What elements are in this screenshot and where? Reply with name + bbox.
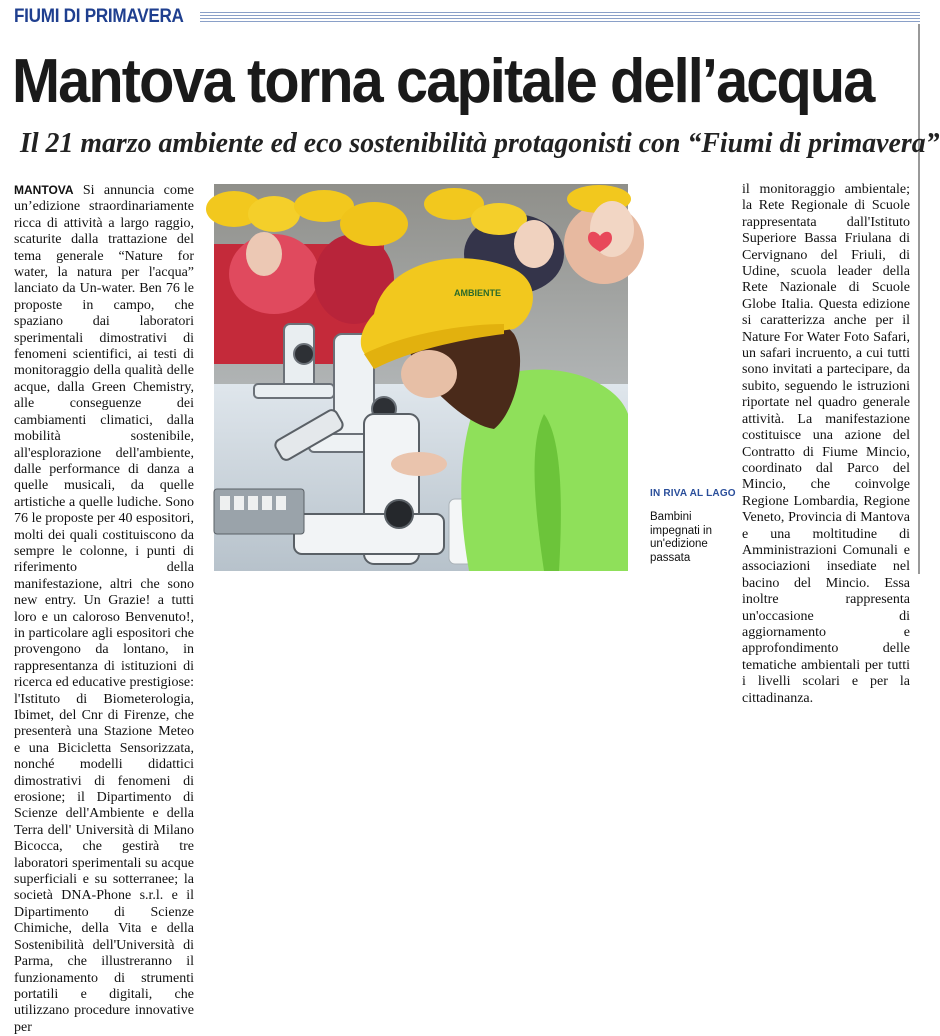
photo-illustration [214,184,628,571]
kicker-rule [200,12,920,22]
dateline: MANTOVA [14,183,74,197]
column-rule [918,24,920,574]
photo-caption-title: IN RIVA AL LAGO [650,488,736,499]
article-photo [214,184,628,571]
photo-caption-text: Bambini impegnati in un'edizione passata [650,511,713,564]
article-column-right [742,182,910,706]
article-column-left [14,182,195,1035]
subheadline: Il 21 marzo ambiente ed eco sostenibilità protagonisti con “Fiumi di primavera” [20,127,940,159]
body-text-right: il monitoraggio ambientale; la Rete Regionale di Scuole rappresentata dall'Istituto Superiore Bassa Friulana di Cervignano del Friuli, di Udine, scuola leader della Rete Nazionale di Scuole Globe Italia. Questa edizione si caratterizza anche per il Nature For Water Foto Safari, un safari incruento, a cui tutti sono invitati a partecipare, da subito, seguendo le istruzioni riportate nel quadro generale attività. La manifestazione costituisce una azione del Contratto di Fiume Mincio, coordinato dal Parco del Mincio, che coinvolge Regione Lombardia, Regione Veneto, Provincia di Mantova e una moltitudine di Amministrazioni Comunali e associazioni insediate nel bacino del Mincio. Essa inoltre rappresenta un'occasione di aggiornamento e approfondimento delle tematiche ambientali per tutti i livelli scolari e per la cittadinanza. [742,182,910,706]
cap-logo-text: AMBIENTE [454,288,501,298]
headline: Mantova torna capitale dell’acqua [12,47,874,116]
section-kicker: FIUMI DI PRIMAVERA [14,6,184,27]
body-text-left: Si annuncia come un’edizione straordinariamente ricca di attività a largo raggio, scaturite dalla trattazione del tema generale “Nature for water, la natura per l'acqua” lanciato da Un-water. Ben 76 le proposte in campo, che spaziano dai laboratori sperimentali dimostrativi di fenomeni scientifici, ai testi di monitoraggio della qualità delle acque, dalla Green Chemistry, alle conseguenze dei cambiamenti climatici, dalla mobilità sostenibile, all'esplorazione dell'ambiente, dalle performance di danza a quelle musicali, da quelle artistiche a quelle ludiche. Sono 76 le proposte per 40 espositori, molti dei quali costituiscono da sempre le colonne, i punti di riferimento della manifestazione, altri che sono new entry. Un Grazie! a tutti loro e un caloroso Benvenuto!, in particolare agli espositori che provengono da lontano, in rappresentanza di istituzioni di ricerca ed educative prestigiose: l'Istituto di Biometerologia, Ibimet, del Cnr di Firenze, che presenterà una Stazione Meteo e una Bicicletta Sensorizzata, nonché modelli didattici dimostrativi di fenomeni di erosione; il Dipartimento di Scienze dell'Ambiente e della Terra dell' Università di Milano Bicocca, che gestirà tre laboratori sperimentali su acque superficiali e su sotterranee; la società DNA-Phone s.r.l. e il Dipartimento di Scienze Chimiche, della Vita e della Sostenibilità dell'Università di Parma, che illustreranno il funzionamento di strumenti portatili e digitali, che utilizzano procedure innovative per [14,183,195,1035]
